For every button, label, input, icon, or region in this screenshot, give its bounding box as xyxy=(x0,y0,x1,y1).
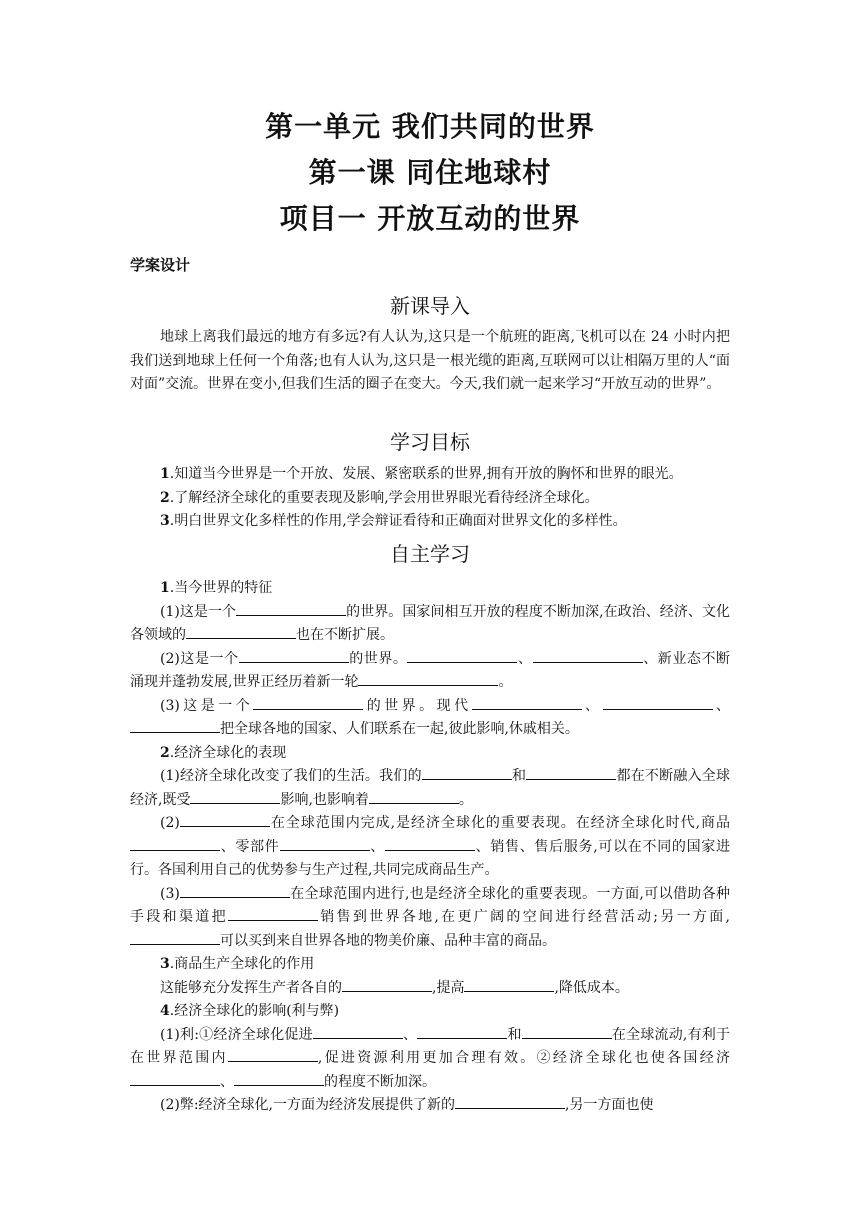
question-heading: 4.经济全球化的影响(利与弊) xyxy=(160,1003,340,1019)
question-heading: 2.经济全球化的表现 xyxy=(160,744,287,761)
project-title: 项目一 开放互动的世界 xyxy=(279,202,581,235)
question-item: (1)经济全球化改变了我们的生活。我们的 和 都在不断融入全球经济,既受 影响,也影响着 。 xyxy=(130,765,730,812)
intro-paragraph: 地球上离我们最远的地方有多远?有人认为,这只是一个航班的距离,飞机可以在 24 小时内把我们送到地球上任何一个角落;也有人认为,这只是一根光缆的距离,互联网可以让相隔万里的人“面对面”交流。世界在变小,但我们生活的圈子在变大。今天,我们就一起来学习“开放互动的世界”。 xyxy=(130,329,730,392)
goals-list xyxy=(130,463,730,534)
unit-title: 第一单元 我们共同的世界 xyxy=(265,110,595,143)
answer-blank[interactable] xyxy=(313,1024,403,1039)
question-item: (1)利:①经济全球化促进 、 和 在全球流动,有利于在世界范围内 ,促进资源利用更加合理有效。②经济全球化也使各国经济、 的程度不断加深。 xyxy=(130,1024,730,1095)
answer-blank[interactable] xyxy=(234,1071,324,1086)
answer-blank[interactable] xyxy=(417,1024,507,1039)
goal-item: 2.了解经济全球化的重要表现及影响,学会用世界眼光看待经济全球化。 xyxy=(160,489,599,506)
answer-blank[interactable] xyxy=(130,836,220,851)
question-item: (3)这是一个 的世界。现代 、 、把全球各地的国家、人们联系在一起,彼此影响,休戚相关。 xyxy=(130,695,730,742)
answer-blank[interactable] xyxy=(130,930,220,945)
answer-blank[interactable] xyxy=(526,765,616,780)
lesson-title: 第一课 同住地球村 xyxy=(308,156,552,189)
answer-blank[interactable] xyxy=(180,812,270,827)
question-heading: 3.商品生产全球化的作用 xyxy=(160,956,315,972)
answer-blank[interactable] xyxy=(522,1024,612,1039)
question-item: (3) 在全球范围内进行,也是经济全球化的重要表现。一方面,可以借助各种手段和渠道把 销售到世界各地,在更广阔的空间进行经营活动;另一方面,可以买到来自世界各地的物美价廉、品种丰富的商品。 xyxy=(130,883,730,954)
goals-heading: 学习目标 xyxy=(390,430,470,454)
answer-blank[interactable] xyxy=(455,1094,565,1109)
goal-item: 1.知道当今世界是一个开放、发展、紧密联系的世界,拥有开放的胸怀和世界的眼光。 xyxy=(160,466,683,482)
answer-blank[interactable] xyxy=(533,648,643,663)
answer-blank[interactable] xyxy=(358,671,498,686)
answer-blank[interactable] xyxy=(180,883,290,898)
question-heading: 1.当今世界的特征 xyxy=(160,580,273,596)
answer-blank[interactable] xyxy=(280,836,370,851)
answer-blank[interactable] xyxy=(130,718,220,733)
answer-blank[interactable] xyxy=(239,648,349,663)
question-item: (2)弊:经济全球化,一方面为经济发展提供了新的 ,另一方面也使 xyxy=(130,1094,730,1118)
answer-blank[interactable] xyxy=(422,765,512,780)
question-item: (2) 在全球范围内完成,是经济全球化的重要表现。在经济全球化时代,商品、零部件 、 、销售、售后服务,可以在不同的国家进行。各国利用自己的优势参与生产过程,共同完成商品生产。 xyxy=(130,812,730,883)
answer-blank[interactable] xyxy=(236,601,346,616)
answer-blank[interactable] xyxy=(342,977,432,992)
self-study-content xyxy=(130,577,730,1118)
answer-blank[interactable] xyxy=(472,695,582,710)
answer-blank[interactable] xyxy=(369,789,459,804)
goal-item: 3.明白世界文化多样性的作用,学会辩证看待和正确面对世界文化的多样性。 xyxy=(160,513,627,529)
answer-blank[interactable] xyxy=(190,789,280,804)
answer-blank[interactable] xyxy=(253,695,363,710)
answer-blank[interactable] xyxy=(130,1071,220,1086)
answer-blank[interactable] xyxy=(464,977,554,992)
answer-blank[interactable] xyxy=(186,624,296,639)
answer-blank[interactable] xyxy=(385,836,475,851)
answer-blank[interactable] xyxy=(407,648,517,663)
answer-blank[interactable] xyxy=(228,906,318,921)
answer-blank[interactable] xyxy=(228,1047,318,1062)
question-item: 这能够充分发挥生产者各自的 ,提高 ,降低成本。 xyxy=(130,977,730,1001)
question-item: (2)这是一个 的世界。 、 、新业态不断涌现并蓬勃发展,世界正经历着新一轮 。 xyxy=(130,648,730,695)
intro-heading: 新课导入 xyxy=(390,294,470,318)
question-item: (1)这是一个 的世界。国家间相互开放的程度不断加深,在政治、经济、文化各领域的 也在不断扩展。 xyxy=(130,601,730,648)
section-label: 学案设计 xyxy=(130,256,191,274)
self-study-heading: 自主学习 xyxy=(390,542,470,566)
answer-blank[interactable] xyxy=(603,695,713,710)
